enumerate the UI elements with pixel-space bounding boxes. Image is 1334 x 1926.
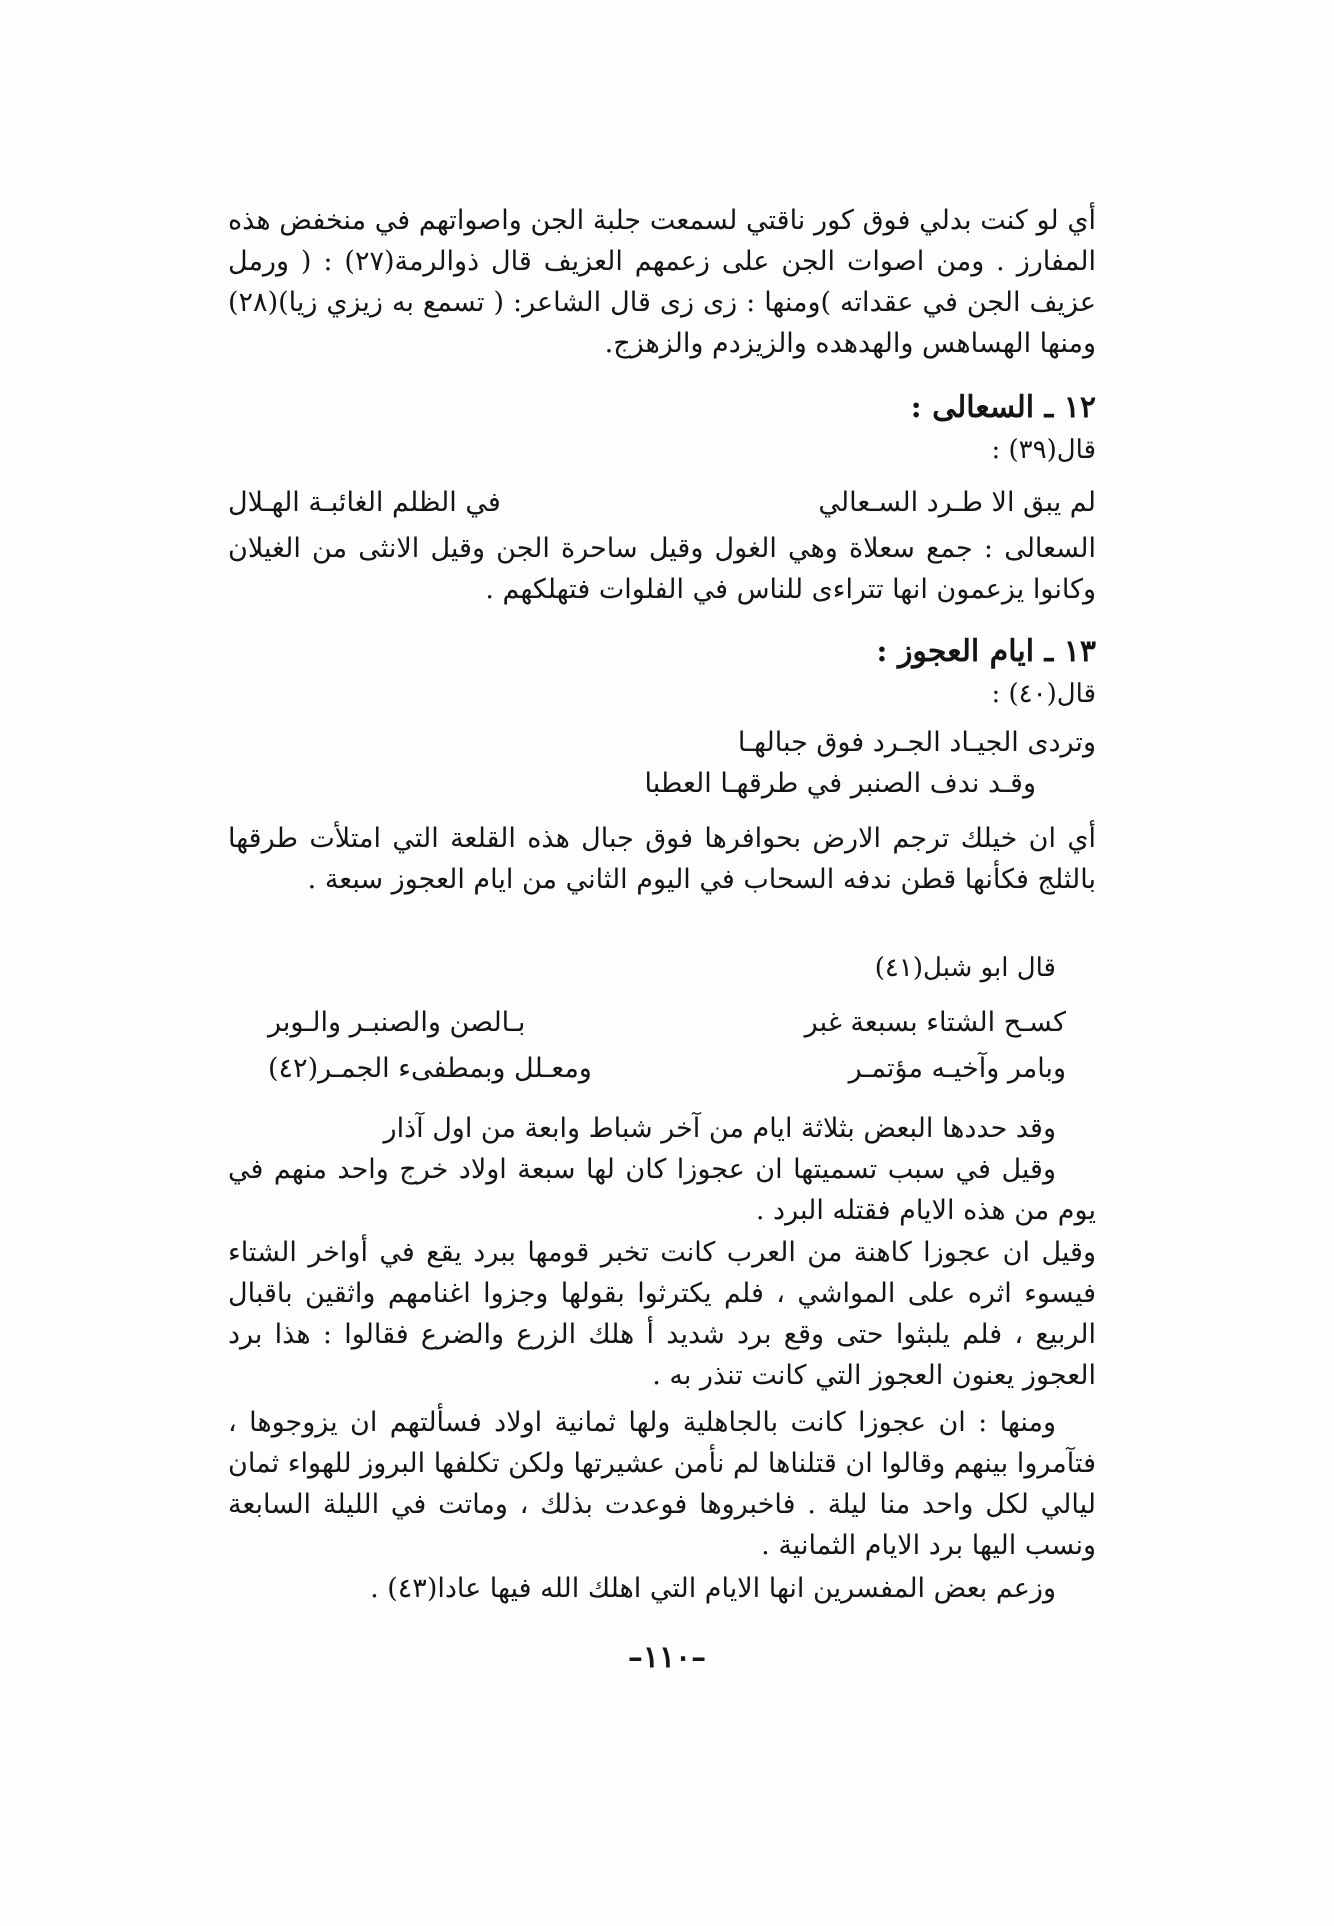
citation-39: قال(٣٩) : — [991, 435, 1096, 465]
paragraph-dating — [228, 1108, 1096, 1231]
paragraph-commentators — [228, 1568, 1096, 1609]
paragraph-eight-sons — [228, 1402, 1096, 1566]
section-heading-12: ١٢ ـ السعالى : — [910, 390, 1096, 425]
section-12 — [228, 386, 1096, 470]
paragraph-saali — [228, 528, 1096, 610]
citation-41: قال ابو شبل(٤١) — [874, 953, 1056, 983]
citation-41-block — [228, 948, 1096, 988]
verse-hemistich-second: في الظلم الغائبـة الهـلال — [228, 487, 501, 518]
paragraph-horses — [228, 818, 1096, 900]
verse-hemistich-first: وبامر وآخيـه مؤتمـر — [848, 1053, 1066, 1084]
body-text: ومنها : ان عجوزا كانت بالجاهلية ولها ثمانية اولاد فسألتهم ان يزوجوها ، فتآمروا بينهم وقالوا ان قتلناها لم نأمن عشيرتها ولكن تكلفها البروز للهواء ثمان ليالي لكل واحد منا ليلة . فاخبروها فوعدت بذلك ، وماتت في الليلة السابعة ونسب اليها برد الايام الثمانية . — [228, 1407, 1096, 1561]
verse-stanza — [228, 722, 1096, 804]
body-text: أي ان خيلك ترجم الارض بحوافرها فوق جبال هذه القلعة التي امتلأت طرقها بالثلج فكأنها قطن ندفه السحاب في اليوم الثاني من ايام العجوز سبعة . — [228, 823, 1096, 895]
body-text: وقد حددها البعض بثلاثة ايام من آخر شباط وابعة من اول آذار — [383, 1113, 1056, 1144]
verse-hemistich-second: ومعـلل وبمطفىء الجمـر(٤٢) — [268, 1053, 592, 1084]
verse-line — [228, 1000, 1096, 1046]
verse-line-1: وتردى الجيـاد الجـرد فوق جبالهـا — [737, 727, 1096, 758]
page-number: –١١٠– — [627, 1640, 707, 1675]
paragraph-jinn-sounds — [228, 200, 1096, 364]
verse-line — [228, 1046, 1096, 1092]
section-heading-13: ١٣ ـ ايام العجوز : — [876, 634, 1096, 669]
body-text: السعالى : جمع سعلاة وهي الغول وقيل ساحرة الجن وقيل الانثى من الغيلان وكانوا يزعمون انها تتراءى للناس في الفلوات فتهلكهم . — [228, 533, 1096, 605]
verse-hemistich-first: لم يبق الا طـرد السـعالي — [818, 487, 1096, 518]
verse-line — [228, 480, 1096, 526]
body-text: وقيل في سبب تسميتها ان عجوزا كان لها سبعة اولاد خرج واحد منهم في يوم من هذه الايام فقتله البرد . — [228, 1154, 1096, 1226]
body-text: وقيل ان عجوزا كاهنة من العرب كانت تخبر قومها ببرد يقع في أواخر الشتاء فيسوء اثره على المواشي ، فلم يكترثوا بقولها وجزوا اغنامهم واثقين باقبال الربيع ، فلم يلبثوا حتى وقع برد شديد أ هلك الزرع والضرع فقالوا : هذا برد العجوز يعنون العجوز التي كانت تنذر به . — [228, 1237, 1096, 1391]
verse-line-2: وقـد ندف الصنبر في طرقهـا العطبا — [644, 768, 1036, 799]
paragraph-soothsayer — [228, 1232, 1096, 1396]
verse-hemistich-first: كسـح الشتاء بسبعة غبر — [804, 1007, 1066, 1038]
citation-40: قال(٤٠) : — [991, 679, 1096, 709]
body-text: وزعم بعض المفسرين انها الايام التي اهلك الله فيها عادا(٤٣) . — [370, 1573, 1056, 1604]
body-text: أي لو كنت بدلي فوق كور ناقتي لسمعت جلبة الجن واصواتهم في منخفض هذه المفارز . ومن اصوات الجن على زعمهم العزيف قال ذوالرمة(٢٧) : ( ورمل عزيف الجن في عقداته )ومنها : زى زى قال الشاعر: ( تسمع به زيزي زيا)(٢٨) ومنها الهساهس والهدهده والزيزدم والزهزج. — [228, 205, 1096, 359]
section-13 — [228, 630, 1096, 714]
verse-hemistich-second: بـالصن والصنبـر والـوبر — [268, 1007, 526, 1038]
